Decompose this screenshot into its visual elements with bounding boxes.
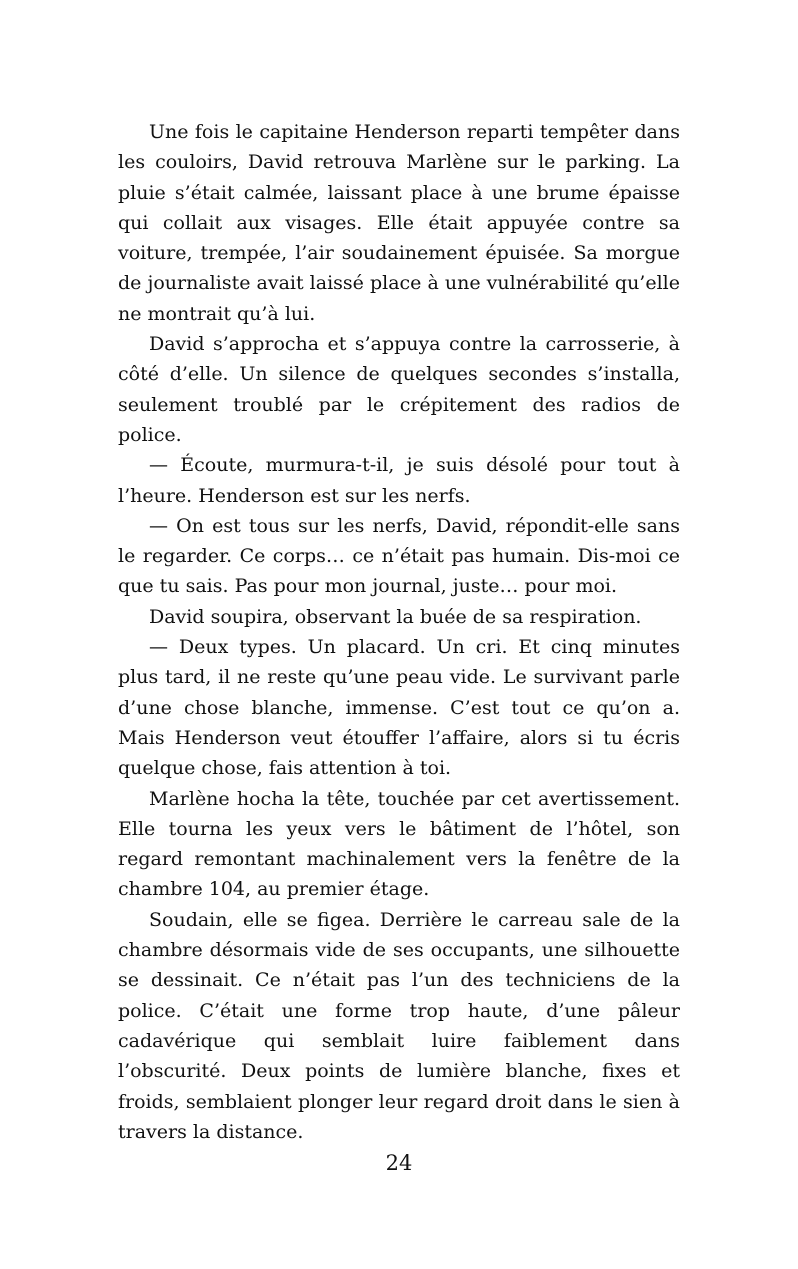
- paragraph: Marlène hocha la tête, touchée par cet avertissement. Elle tourna les yeux vers le bâtiment de l’hôtel, son regard remontant machinalement vers la fenêtre de la chambre 104, au premier étage.: [118, 787, 680, 901]
- paragraph: Une fois le capitaine Henderson reparti tempêter dans les couloirs, David retrouva Marlène sur le parking. La pluie s’était calmée, laissant place à une brume épaisse qui collait aux visages. Elle était appuyée contre sa voiture, trempée, l’air soudainement épuisée. Sa morgue de journaliste avait laissé place à une vulnérabilité qu’elle ne montrait qu’à lui.: [118, 121, 680, 325]
- page-number: 24: [385, 1151, 413, 1175]
- dialogue-paragraph: — On est tous sur les nerfs, David, répondit-elle sans le regarder. Ce corps… ce n’était pas humain. Dis-moi ce que tu sais. Pas pour mon journal, juste… pour moi.: [118, 514, 680, 598]
- paragraph: Soudain, elle se figea. Derrière le carreau sale de la chambre désormais vide de ses occupants, une silhouette se dessinait. Ce n’était pas l’un des techniciens de la police. C’était une forme trop haute, d’une pâleur cadavérique qui semblait luire faiblement dans l’obscurité. Deux points de lumière blanche, fixes et froids, semblaient plonger leur regard droit dans le sien à travers la distance.: [118, 908, 680, 1143]
- dialogue-paragraph: — Écoute, murmura-t-il, je suis désolé pour tout à l’heure. Henderson est sur les nerfs.: [118, 454, 680, 507]
- dialogue-paragraph: — Deux types. Un placard. Un cri. Et cinq minutes plus tard, il ne reste qu’une peau vide. Le survivant parle d’une chose blanche, immense. C’est tout ce qu’on a. Mais Henderson veut étouffer l’affaire, alors si tu écris quelque chose, fais attention à toi.: [118, 636, 680, 780]
- paragraph: David s’approcha et s’appuya contre la carrosserie, à côté d’elle. Un silence de quelques secondes s’installa, seulement troublé par le crépitement des radios de police.: [118, 333, 680, 446]
- body-text: [118, 117, 680, 1147]
- paragraph: David soupira, observant la buée de sa respiration.: [149, 605, 642, 628]
